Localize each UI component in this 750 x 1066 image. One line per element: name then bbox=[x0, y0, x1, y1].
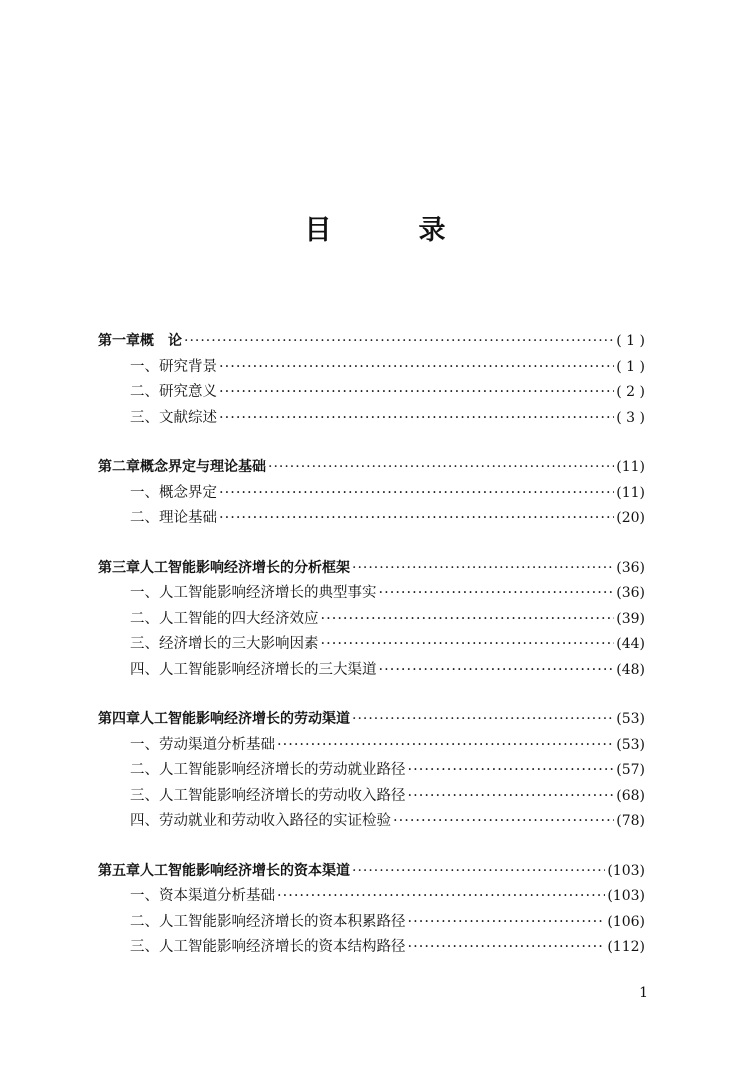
toc-section-row[interactable] bbox=[98, 809, 645, 835]
section-page-ref: (103) bbox=[607, 888, 645, 904]
chapter-title: 概念界定与理论基础 bbox=[140, 459, 266, 475]
dot-leader bbox=[393, 809, 614, 835]
section-page-ref: ( 2 ) bbox=[616, 384, 645, 400]
dot-leader bbox=[352, 556, 614, 582]
dot-leader bbox=[379, 581, 615, 607]
section-page-ref: (68) bbox=[616, 787, 645, 804]
table-of-contents bbox=[98, 329, 645, 985]
section-page-ref: ( 3 ) bbox=[616, 409, 645, 426]
dot-leader bbox=[277, 733, 614, 759]
toc-section-row[interactable] bbox=[98, 758, 645, 784]
toc-section-row[interactable] bbox=[98, 581, 645, 607]
chapter-block bbox=[98, 556, 645, 684]
toc-section-row[interactable] bbox=[98, 481, 645, 507]
toc-section-row[interactable] bbox=[98, 658, 645, 684]
chapter-title: 人工智能影响经济增长的劳动渠道 bbox=[140, 711, 350, 727]
section-title: 一、劳动渠道分析基础 bbox=[130, 736, 275, 753]
chapter-page-ref: (53) bbox=[616, 711, 645, 727]
section-page-ref: (57) bbox=[616, 762, 645, 778]
section-title: 三、文献综述 bbox=[130, 409, 217, 426]
dot-leader bbox=[219, 406, 614, 432]
section-title: 一、资本渠道分析基础 bbox=[130, 888, 275, 904]
dot-leader bbox=[219, 380, 614, 406]
section-page-ref: (11) bbox=[616, 484, 645, 501]
dot-leader bbox=[408, 910, 606, 936]
section-page-ref: (106) bbox=[607, 913, 645, 930]
dot-leader bbox=[321, 607, 615, 633]
toc-chapter-row[interactable] bbox=[98, 556, 645, 582]
page-title: 目 录 bbox=[304, 215, 476, 246]
dot-leader bbox=[277, 884, 605, 910]
section-title: 二、理论基础 bbox=[130, 510, 217, 526]
toc-section-row[interactable] bbox=[98, 607, 645, 633]
chapter-title: 人工智能影响经济增长的资本渠道 bbox=[140, 862, 350, 879]
section-page-ref: (36) bbox=[616, 585, 645, 601]
dot-leader bbox=[408, 784, 615, 810]
dot-leader bbox=[379, 658, 615, 684]
section-title: 三、人工智能影响经济增长的资本结构路径 bbox=[130, 939, 406, 955]
dot-leader bbox=[321, 632, 615, 658]
chapter-page-ref: ( 1 ) bbox=[616, 333, 645, 349]
section-page-ref: ( 1 ) bbox=[616, 358, 645, 375]
chapter-block bbox=[98, 859, 645, 961]
section-page-ref: (44) bbox=[616, 636, 645, 652]
toc-section-row[interactable] bbox=[98, 910, 645, 936]
section-title: 一、人工智能影响经济增长的典型事实 bbox=[130, 585, 377, 601]
section-title: 三、人工智能影响经济增长的劳动收入路径 bbox=[130, 787, 406, 804]
section-title: 一、研究背景 bbox=[130, 358, 217, 375]
chapter-title: 概 论 bbox=[140, 333, 182, 349]
chapter-page-ref: (103) bbox=[607, 862, 645, 879]
chapter-number: 第二章 bbox=[98, 459, 140, 475]
toc-section-row[interactable] bbox=[98, 884, 645, 910]
dot-leader bbox=[408, 935, 606, 961]
toc-section-row[interactable] bbox=[98, 355, 645, 381]
dot-leader bbox=[352, 859, 605, 885]
section-page-ref: (20) bbox=[616, 510, 645, 526]
chapter-number: 第三章 bbox=[98, 559, 140, 576]
section-title: 一、概念界定 bbox=[130, 484, 217, 501]
toc-chapter-row[interactable] bbox=[98, 707, 645, 733]
dot-leader bbox=[219, 481, 614, 507]
dot-leader bbox=[219, 355, 614, 381]
chapter-title: 人工智能影响经济增长的分析框架 bbox=[140, 559, 350, 576]
chapter-block bbox=[98, 329, 645, 431]
toc-chapter-row[interactable] bbox=[98, 329, 645, 355]
dot-leader bbox=[268, 455, 614, 481]
toc-section-row[interactable] bbox=[98, 632, 645, 658]
dot-leader bbox=[352, 707, 614, 733]
chapter-number: 第五章 bbox=[98, 862, 140, 879]
section-title: 三、经济增长的三大影响因素 bbox=[130, 636, 319, 652]
section-page-ref: (48) bbox=[616, 661, 645, 678]
toc-section-row[interactable] bbox=[98, 406, 645, 432]
section-page-ref: (78) bbox=[616, 813, 645, 829]
toc-section-row[interactable] bbox=[98, 380, 645, 406]
footer-page-number: 1 bbox=[639, 985, 648, 1001]
toc-chapter-row[interactable] bbox=[98, 859, 645, 885]
dot-leader bbox=[184, 329, 614, 355]
section-page-ref: (39) bbox=[616, 610, 645, 627]
chapter-block bbox=[98, 707, 645, 835]
section-title: 二、研究意义 bbox=[130, 384, 217, 400]
section-title: 二、人工智能的四大经济效应 bbox=[130, 610, 319, 627]
section-page-ref: (53) bbox=[616, 736, 645, 753]
dot-leader bbox=[219, 506, 614, 532]
chapter-page-ref: (11) bbox=[616, 459, 645, 475]
dot-leader bbox=[408, 758, 615, 784]
section-page-ref: (112) bbox=[607, 939, 645, 955]
toc-section-row[interactable] bbox=[98, 733, 645, 759]
section-title: 二、人工智能影响经济增长的资本积累路径 bbox=[130, 913, 406, 930]
chapter-number: 第四章 bbox=[98, 711, 140, 727]
section-title: 四、劳动就业和劳动收入路径的实证检验 bbox=[130, 813, 391, 829]
chapter-number: 第一章 bbox=[98, 333, 140, 349]
section-title: 二、人工智能影响经济增长的劳动就业路径 bbox=[130, 762, 406, 778]
section-title: 四、人工智能影响经济增长的三大渠道 bbox=[130, 661, 377, 678]
chapter-block bbox=[98, 455, 645, 532]
chapter-page-ref: (36) bbox=[616, 559, 645, 576]
toc-section-row[interactable] bbox=[98, 506, 645, 532]
toc-section-row[interactable] bbox=[98, 935, 645, 961]
toc-chapter-row[interactable] bbox=[98, 455, 645, 481]
toc-section-row[interactable] bbox=[98, 784, 645, 810]
